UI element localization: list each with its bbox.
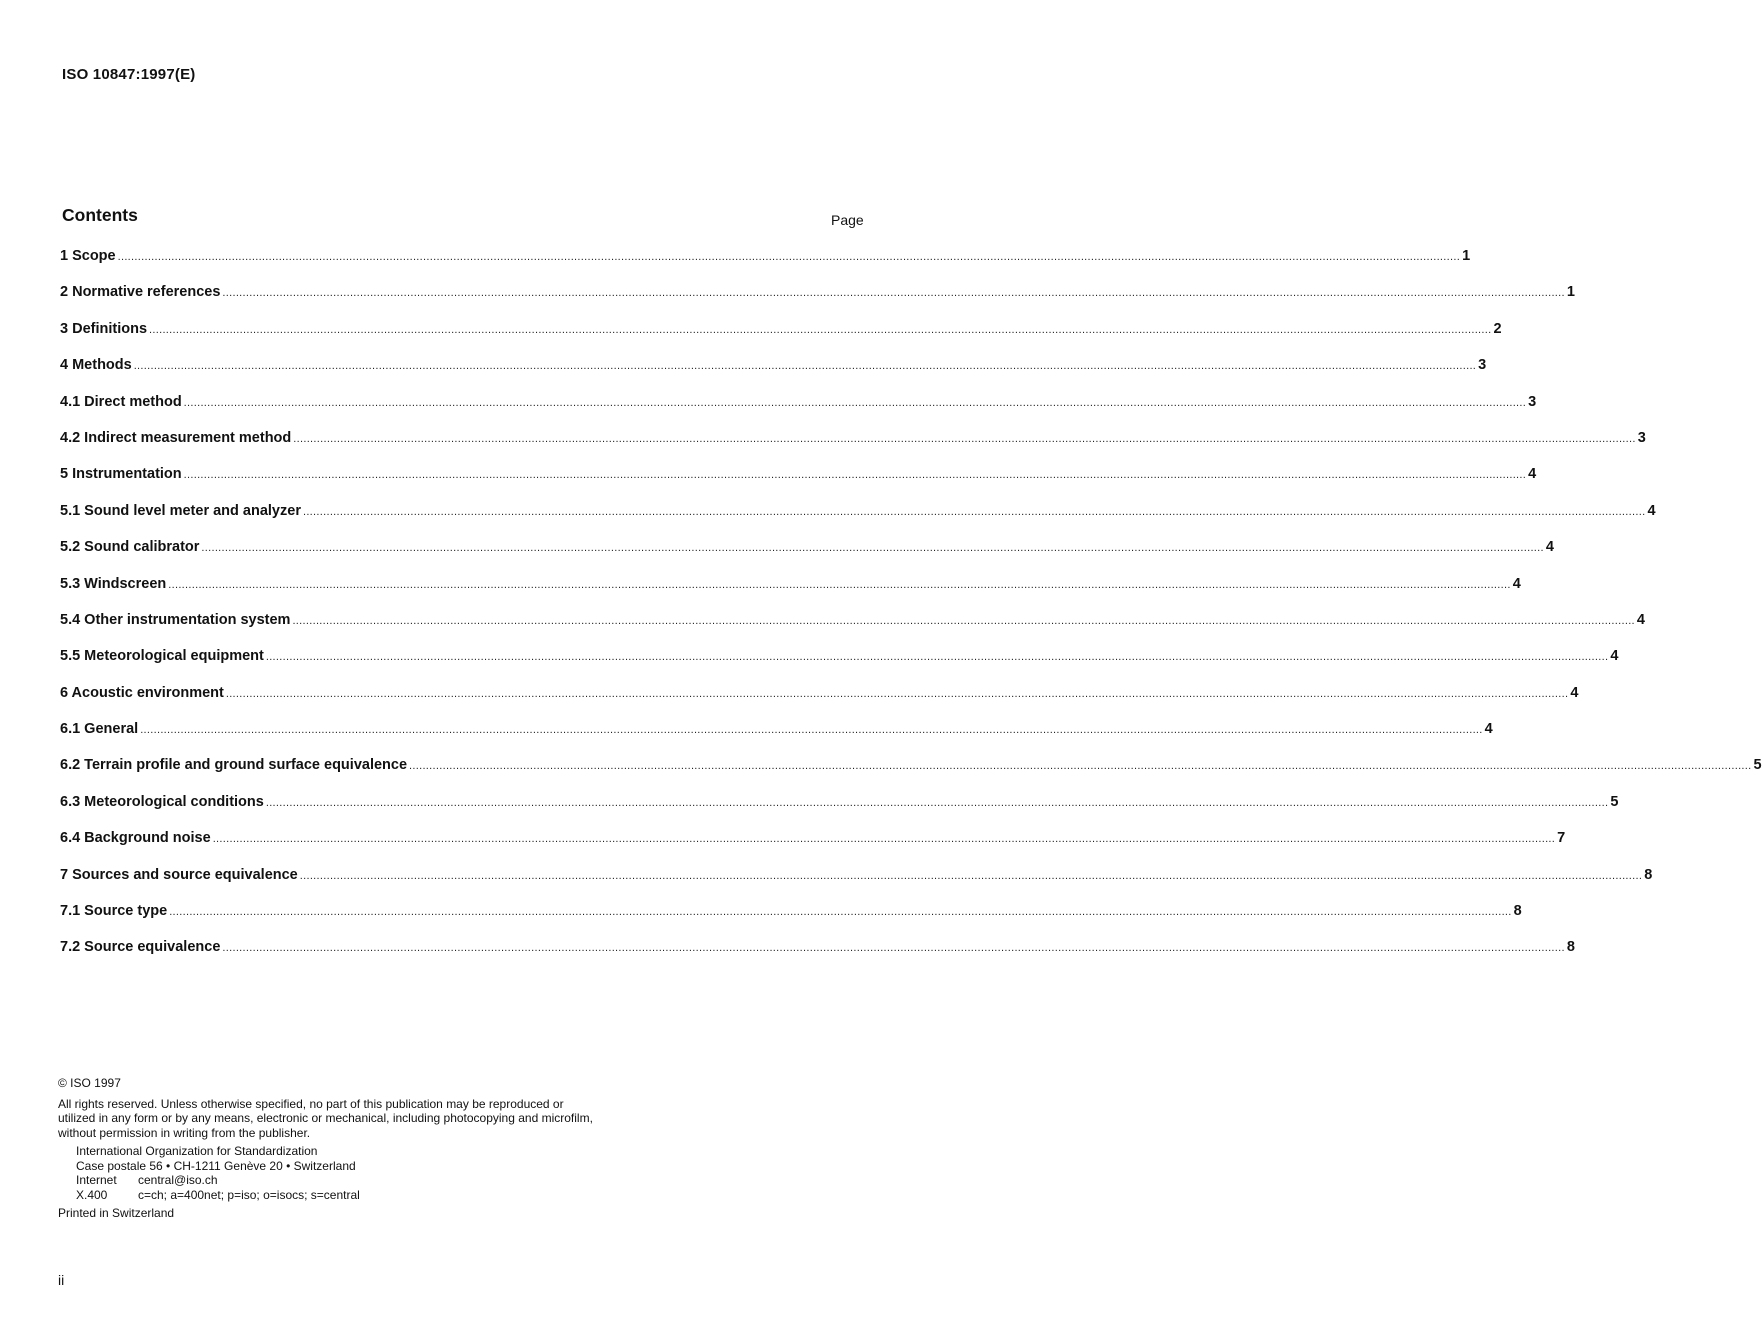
rights-statement: All rights reserved. Unless otherwise specified, no part of this publication may be reproduced or utilized in any form or by any means, electronic or mechanical, including photocopying and microfilm, without permission in writing from the publisher. (58, 1096, 593, 1140)
toc-entry (60, 793, 1619, 830)
toc-entry (60, 684, 1579, 721)
toc-dot-leader: ................................................................................................................................................................................................................................................................................................................................................................................................................ (299, 869, 1643, 882)
toc-entry (60, 429, 1646, 466)
toc-entry-title: 5.2 Sound calibrator (60, 539, 200, 556)
publisher-address (58, 1144, 598, 1202)
toc-entry-page: 4 (1528, 466, 1537, 483)
toc-dot-leader: ................................................................................................................................................................................................................................................................................................................................................................................................................ (169, 906, 1512, 919)
toc-dot-leader: ................................................................................................................................................................................................................................................................................................................................................................................................................ (292, 614, 1635, 627)
toc-entry-page: 5 (1610, 793, 1619, 810)
toc-entry-title: 4.2 Indirect measurement method (60, 429, 292, 446)
toc-dot-leader: ................................................................................................................................................................................................................................................................................................................................................................................................................ (140, 724, 1483, 737)
toc-entry-page: 4 (1647, 502, 1656, 519)
toc-entry-page: 1 (1566, 284, 1575, 301)
toc-entry-page: 4 (1636, 611, 1645, 628)
toc-entry-page: 8 (1566, 939, 1575, 956)
toc-entry-title: 6.4 Background noise (60, 830, 211, 847)
toc-entry-title: 5.5 Meteorological equipment (60, 648, 264, 665)
toc-dot-leader: ................................................................................................................................................................................................................................................................................................................................................................................................................ (225, 687, 1569, 700)
toc-entry-title: 4 Methods (60, 357, 132, 374)
document-id: ISO 10847:1997(E) (62, 66, 196, 83)
toc-entry-title: 4.1 Direct method (60, 393, 182, 410)
toc-entry-title: 3 Definitions (60, 320, 148, 337)
toc-dot-leader: ................................................................................................................................................................................................................................................................................................................................................................................................................ (302, 505, 1646, 518)
postal-address: Case postale 56 • CH-1211 Genève 20 • Switzerland (76, 1158, 356, 1173)
toc-entry (60, 502, 1656, 539)
toc-entry (60, 466, 1537, 502)
toc-entry-page: 3 (1637, 429, 1646, 446)
copyright-block (58, 1076, 598, 1221)
toc-entry-page: 2 (1493, 320, 1502, 337)
toc-entry (60, 830, 1566, 866)
toc-entry-title: 6.2 Terrain profile and ground surface equivalence (60, 757, 408, 774)
toc-entry-title: 5 Instrumentation (60, 466, 182, 483)
toc-entry-page: 3 (1528, 393, 1537, 410)
toc-entry-title: 5.3 Windscreen (60, 575, 167, 592)
x400-row (76, 1188, 598, 1203)
toc-entry-page: 8 (1644, 866, 1653, 883)
toc-entry-page: 4 (1512, 575, 1521, 592)
toc-entry-title: 5.1 Sound level meter and analyzer (60, 502, 301, 519)
printed-in: Printed in Switzerland (58, 1206, 175, 1220)
page-column-label: Page (831, 212, 864, 228)
internet-value: central@iso.ch (138, 1173, 218, 1187)
toc-entry-page: 4 (1610, 648, 1619, 665)
toc-entry (60, 866, 1653, 903)
toc-entry (60, 393, 1537, 430)
toc-dot-leader: ................................................................................................................................................................................................................................................................................................................................................................................................................ (212, 833, 1556, 846)
toc-entry-page: 8 (1513, 903, 1522, 920)
toc-entry-page: 3 (1478, 357, 1487, 374)
toc-dot-leader: ................................................................................................................................................................................................................................................................................................................................................................................................................ (183, 469, 1527, 482)
toc-entry-page: 1 (1462, 248, 1471, 264)
toc-entry (60, 575, 1521, 612)
table-of-contents (60, 248, 1762, 976)
toc-entry (60, 939, 1575, 975)
toc-entry-title: 7 Sources and source equivalence (60, 866, 298, 883)
page-number: ii (58, 1272, 65, 1288)
x400-value: c=ch; a=400net; p=iso; o=isocs; s=central (138, 1187, 360, 1202)
toc-entry (60, 357, 1487, 393)
toc-entry-title: 7.2 Source equivalence (60, 939, 221, 956)
toc-entry (60, 611, 1645, 648)
toc-dot-leader: ................................................................................................................................................................................................................................................................................................................................................................................................................ (201, 542, 1544, 555)
toc-entry-title: 2 Normative references (60, 284, 221, 301)
toc-entry-page: 4 (1484, 721, 1493, 738)
toc-dot-leader: ................................................................................................................................................................................................................................................................................................................................................................................................................ (222, 287, 1565, 300)
toc-entry (60, 903, 1522, 939)
toc-dot-leader: ................................................................................................................................................................................................................................................................................................................................................................................................................ (183, 396, 1527, 409)
copyright-line: © ISO 1997 (58, 1076, 121, 1090)
toc-entry-page: 7 (1557, 830, 1566, 847)
x400-label: X.400 (76, 1187, 108, 1202)
toc-entry-title: 1 Scope (60, 248, 116, 264)
toc-entry (60, 757, 1762, 793)
toc-entry-page: 4 (1545, 539, 1554, 556)
toc-entry (60, 248, 1471, 284)
toc-dot-leader: ................................................................................................................................................................................................................................................................................................................................................................................................................ (149, 323, 1492, 336)
internet-row (76, 1173, 598, 1188)
toc-dot-leader: ................................................................................................................................................................................................................................................................................................................................................................................................................ (409, 760, 1752, 773)
toc-entry-title: 7.1 Source type (60, 903, 168, 920)
organization-name: International Organization for Standardization (76, 1144, 318, 1158)
toc-entry (60, 284, 1575, 320)
toc-dot-leader: ................................................................................................................................................................................................................................................................................................................................................................................................................ (117, 251, 1461, 263)
toc-entry-title: 6.3 Meteorological conditions (60, 793, 264, 810)
internet-label: Internet (76, 1173, 117, 1187)
toc-entry (60, 539, 1554, 575)
toc-dot-leader: ................................................................................................................................................................................................................................................................................................................................................................................................................ (168, 578, 1511, 591)
toc-dot-leader: ................................................................................................................................................................................................................................................................................................................................................................................................................ (222, 942, 1565, 955)
toc-entry-title: 6.1 General (60, 721, 139, 738)
contents-heading: Contents (62, 205, 138, 225)
toc-dot-leader: ................................................................................................................................................................................................................................................................................................................................................................................................................ (265, 796, 1609, 809)
toc-entry (60, 648, 1619, 684)
toc-entry-page: 4 (1570, 684, 1579, 701)
toc-entry-title: 6 Acoustic environment (60, 684, 224, 701)
toc-dot-leader: ................................................................................................................................................................................................................................................................................................................................................................................................................ (293, 432, 1636, 445)
toc-entry (60, 320, 1502, 357)
toc-entry-title: 5.4 Other instrumentation system (60, 611, 291, 628)
toc-dot-leader: ................................................................................................................................................................................................................................................................................................................................................................................................................ (133, 360, 1477, 373)
toc-dot-leader: ................................................................................................................................................................................................................................................................................................................................................................................................................ (265, 651, 1609, 664)
toc-entry-page: 5 (1753, 757, 1762, 774)
toc-entry (60, 721, 1493, 757)
